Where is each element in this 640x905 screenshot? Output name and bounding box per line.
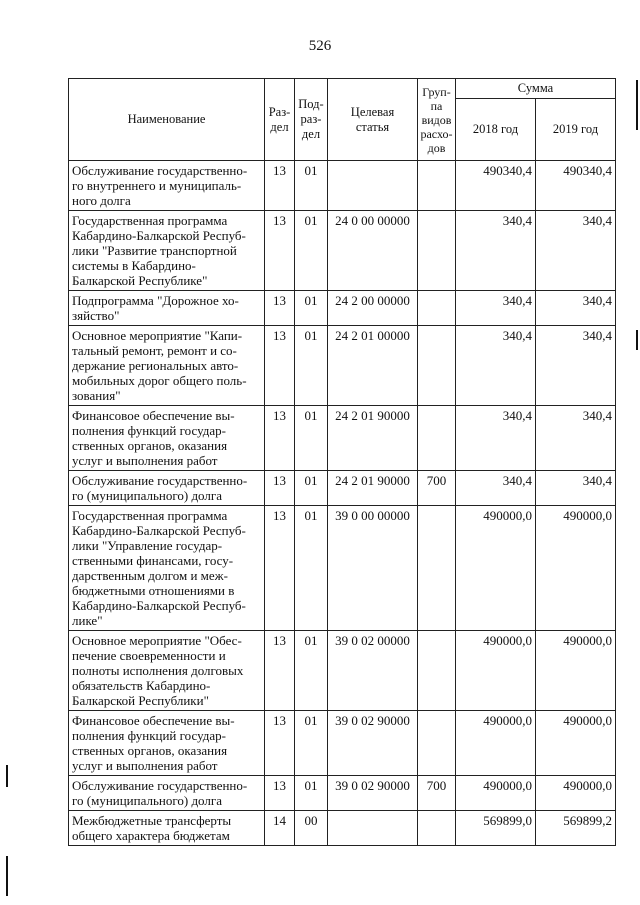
header-2019: 2019 год	[536, 99, 616, 161]
row-subsection: 01	[295, 711, 328, 776]
row-subsection: 01	[295, 291, 328, 326]
header-sum: Сумма	[456, 79, 616, 99]
row-subsection: 01	[295, 161, 328, 211]
row-section: 13	[265, 776, 295, 811]
row-sum-2019: 569899,2	[536, 811, 616, 846]
table-row	[69, 811, 616, 846]
row-section: 13	[265, 211, 295, 291]
row-section: 13	[265, 291, 295, 326]
row-sum-2019: 340,4	[536, 471, 616, 506]
row-sum-2019: 340,4	[536, 406, 616, 471]
scan-edge-mark	[636, 80, 638, 130]
table-row	[69, 291, 616, 326]
row-sum-2018: 340,4	[456, 471, 536, 506]
row-subsection: 01	[295, 406, 328, 471]
table-row	[69, 406, 616, 471]
row-name: Финансовое обеспечение вы- полнения функций государ- ственных органов, оказания услуг и выполнения работ	[69, 406, 265, 471]
row-subsection: 01	[295, 506, 328, 631]
row-sum-2018: 340,4	[456, 211, 536, 291]
row-target: 24 2 01 00000	[328, 326, 418, 406]
row-group	[418, 811, 456, 846]
row-target: 24 2 01 90000	[328, 471, 418, 506]
row-group	[418, 506, 456, 631]
row-name: Основное мероприятие "Капи- тальный ремонт, ремонт и со- держание региональных авто- мобильных дорог общего поль- зования"	[69, 326, 265, 406]
row-sum-2019: 490000,0	[536, 506, 616, 631]
scan-edge-mark	[636, 330, 638, 350]
row-target: 24 2 00 00000	[328, 291, 418, 326]
header-section: Раз- дел	[265, 79, 295, 161]
row-target: 24 2 01 90000	[328, 406, 418, 471]
table-row	[69, 326, 616, 406]
row-name: Обслуживание государственно- го внутреннего и муниципаль- ного долга	[69, 161, 265, 211]
row-sum-2018: 340,4	[456, 406, 536, 471]
row-group	[418, 161, 456, 211]
row-name: Межбюджетные трансферты общего характера бюджетам	[69, 811, 265, 846]
row-name: Обслуживание государственно- го (муниципального) долга	[69, 776, 265, 811]
header-group: Груп- па видов расхо- дов	[418, 79, 456, 161]
row-group	[418, 406, 456, 471]
row-name: Финансовое обеспечение вы- полнения функций государ- ственных органов, оказания услуг и выполнения работ	[69, 711, 265, 776]
row-group: 700	[418, 776, 456, 811]
row-subsection: 01	[295, 326, 328, 406]
header-target: Целевая статья	[328, 79, 418, 161]
row-section: 13	[265, 471, 295, 506]
row-group	[418, 326, 456, 406]
row-subsection: 01	[295, 211, 328, 291]
row-sum-2018: 569899,0	[456, 811, 536, 846]
scan-edge-mark	[6, 765, 8, 787]
row-group	[418, 291, 456, 326]
table-body	[69, 161, 616, 846]
row-sum-2018: 490000,0	[456, 776, 536, 811]
row-sum-2018: 490000,0	[456, 506, 536, 631]
row-target: 39 0 00 00000	[328, 506, 418, 631]
header-subsection: Под- раз- дел	[295, 79, 328, 161]
row-section: 13	[265, 326, 295, 406]
table-row	[69, 631, 616, 711]
row-subsection: 00	[295, 811, 328, 846]
row-sum-2018: 490000,0	[456, 711, 536, 776]
row-name: Государственная программа Кабардино-Балкарской Респуб- лики "Управление государ- ственными финансами, госу- дарственным долгом и меж- бюджетными отношениями в Кабардино-Балкарской Респуб- лике"	[69, 506, 265, 631]
row-sum-2019: 340,4	[536, 326, 616, 406]
row-section: 13	[265, 406, 295, 471]
row-sum-2019: 340,4	[536, 211, 616, 291]
row-group	[418, 711, 456, 776]
page-number: 526	[308, 38, 332, 54]
row-sum-2019: 490000,0	[536, 711, 616, 776]
header-2018: 2018 год	[456, 99, 536, 161]
row-target	[328, 811, 418, 846]
row-sum-2018: 340,4	[456, 326, 536, 406]
row-target: 39 0 02 00000	[328, 631, 418, 711]
row-sum-2018: 490000,0	[456, 631, 536, 711]
row-subsection: 01	[295, 471, 328, 506]
row-name: Обслуживание государственно- го (муниципального) долга	[69, 471, 265, 506]
table-row	[69, 211, 616, 291]
row-name: Государственная программа Кабардино-Балкарской Респуб- лики "Развитие транспортной системы в Кабардино- Балкарской Республике"	[69, 211, 265, 291]
row-sum-2019: 490340,4	[536, 161, 616, 211]
row-target: 39 0 02 90000	[328, 776, 418, 811]
row-group	[418, 631, 456, 711]
row-subsection: 01	[295, 631, 328, 711]
budget-table	[68, 78, 616, 846]
row-section: 13	[265, 631, 295, 711]
table-row	[69, 161, 616, 211]
row-group	[418, 211, 456, 291]
row-sum-2019: 490000,0	[536, 631, 616, 711]
row-sum-2019: 490000,0	[536, 776, 616, 811]
row-section: 13	[265, 711, 295, 776]
scan-edge-mark	[6, 856, 8, 896]
row-target	[328, 161, 418, 211]
row-sum-2018: 490340,4	[456, 161, 536, 211]
header-name: Наименование	[69, 79, 265, 161]
row-target: 24 0 00 00000	[328, 211, 418, 291]
table-row	[69, 506, 616, 631]
table-row	[69, 776, 616, 811]
table-row	[69, 711, 616, 776]
row-name: Основное мероприятие "Обес- печение своевременности и полноты исполнения долговых обязательств Кабардино- Балкарской Республики"	[69, 631, 265, 711]
row-section: 13	[265, 506, 295, 631]
row-section: 13	[265, 161, 295, 211]
row-section: 14	[265, 811, 295, 846]
row-sum-2018: 340,4	[456, 291, 536, 326]
table-row	[69, 471, 616, 506]
row-subsection: 01	[295, 776, 328, 811]
row-target: 39 0 02 90000	[328, 711, 418, 776]
row-name: Подпрограмма "Дорожное хо- зяйство"	[69, 291, 265, 326]
row-sum-2019: 340,4	[536, 291, 616, 326]
row-group: 700	[418, 471, 456, 506]
